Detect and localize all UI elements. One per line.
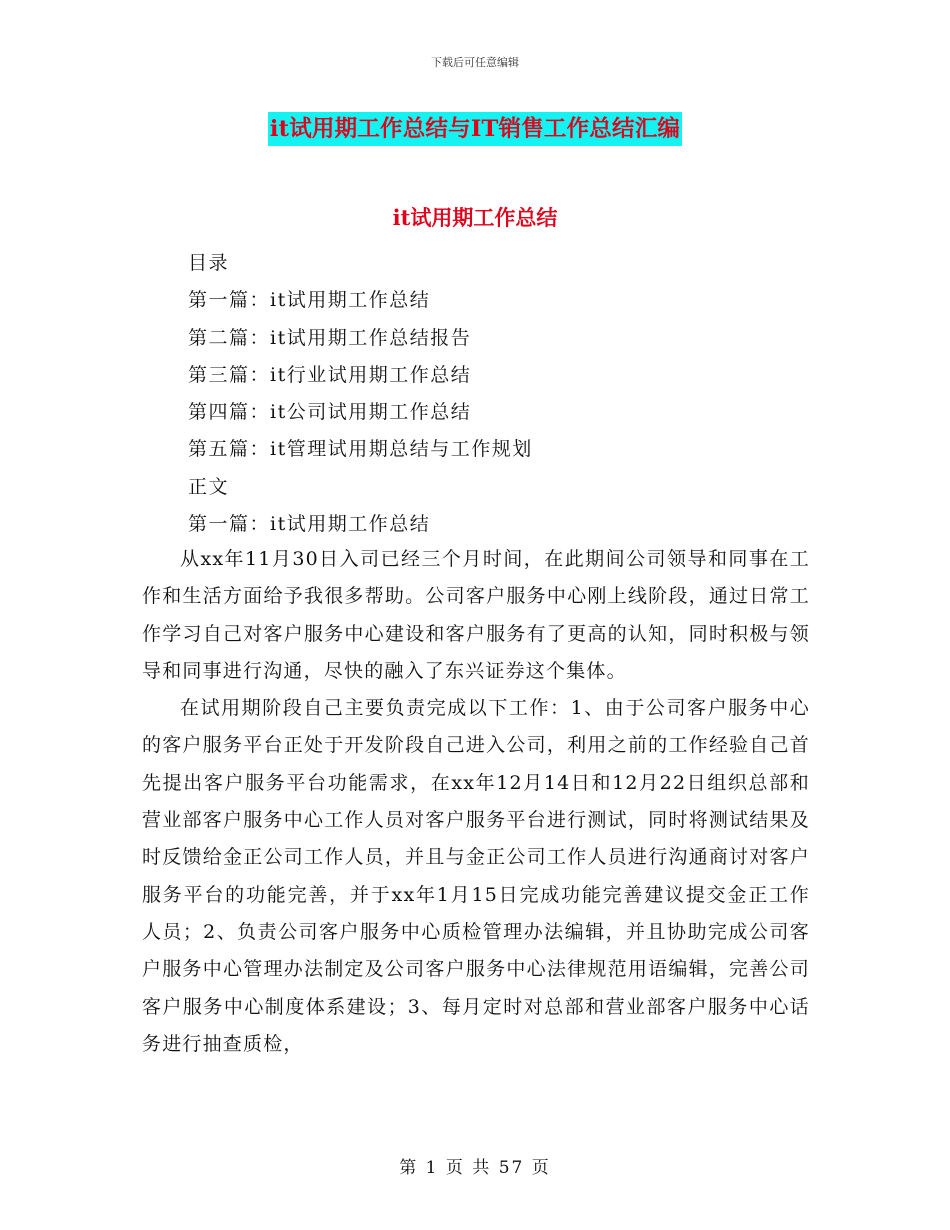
page-header-note: 下载后可任意编辑 bbox=[431, 56, 519, 69]
body-heading: 正文 bbox=[188, 475, 230, 498]
toc-item: 第二篇：it试用期工作总结报告 bbox=[188, 326, 472, 349]
toc-item: 第五篇：it管理试用期总结与工作规划 bbox=[188, 438, 533, 461]
paragraph: 从xx年11月30日入司已经三个月时间，在此期间公司领导和同事在工作和生活方面给予我很多帮助。公司客户服务中心刚上线阶段，通过日常工作学习自己对客户服务中心建设和客户服务有了更高的认知，同时积极与领导和同事进行沟通，尽快的融入了东兴证券这个集体。 bbox=[142, 548, 810, 682]
toc-heading: 目录 bbox=[188, 252, 230, 274]
body-text bbox=[142, 541, 810, 1063]
main-title-container bbox=[0, 112, 950, 146]
toc-item: 第四篇：it公司试用期工作总结 bbox=[188, 401, 472, 424]
toc-item: 第一篇：it试用期工作总结 bbox=[188, 289, 431, 312]
section-title: it试用期工作总结 bbox=[392, 205, 558, 230]
paragraph: 在试用期阶段自己主要负责完成以下工作：1、由于公司客户服务中心的客户服务平台正处于开发阶段自己进入公司，利用之前的工作经验自己首先提出客户服务平台功能需求，在xx年12月14日和12月22日组织总部和营业部客户服务中心工作人员对客户服务平台进行测试，同时将测试结果及时反馈给金正公司工作人员，并且与金正公司工作人员进行沟通商讨对客户服务平台的功能完善，并于xx年1月15日完成功能完善建议提交金正工作人员；2、负责公司客户服务中心质检管理办法编辑，并且协助完成公司客户服务中心管理办法制定及公司客户服务中心法律规范用语编辑，完善公司客户服务中心制度体系建设；3、每月定时对总部和营业部客户服务中心话务进行抽查质检， bbox=[142, 697, 810, 1055]
page-number: 第 1 页 共 57 页 bbox=[399, 1158, 551, 1178]
main-title: it试用期工作总结与IT销售工作总结汇编 bbox=[268, 112, 682, 146]
chapter-heading: 第一篇：it试用期工作总结 bbox=[188, 513, 431, 536]
toc-item: 第三篇：it行业试用期工作总结 bbox=[188, 363, 472, 386]
table-of-contents bbox=[188, 245, 828, 543]
